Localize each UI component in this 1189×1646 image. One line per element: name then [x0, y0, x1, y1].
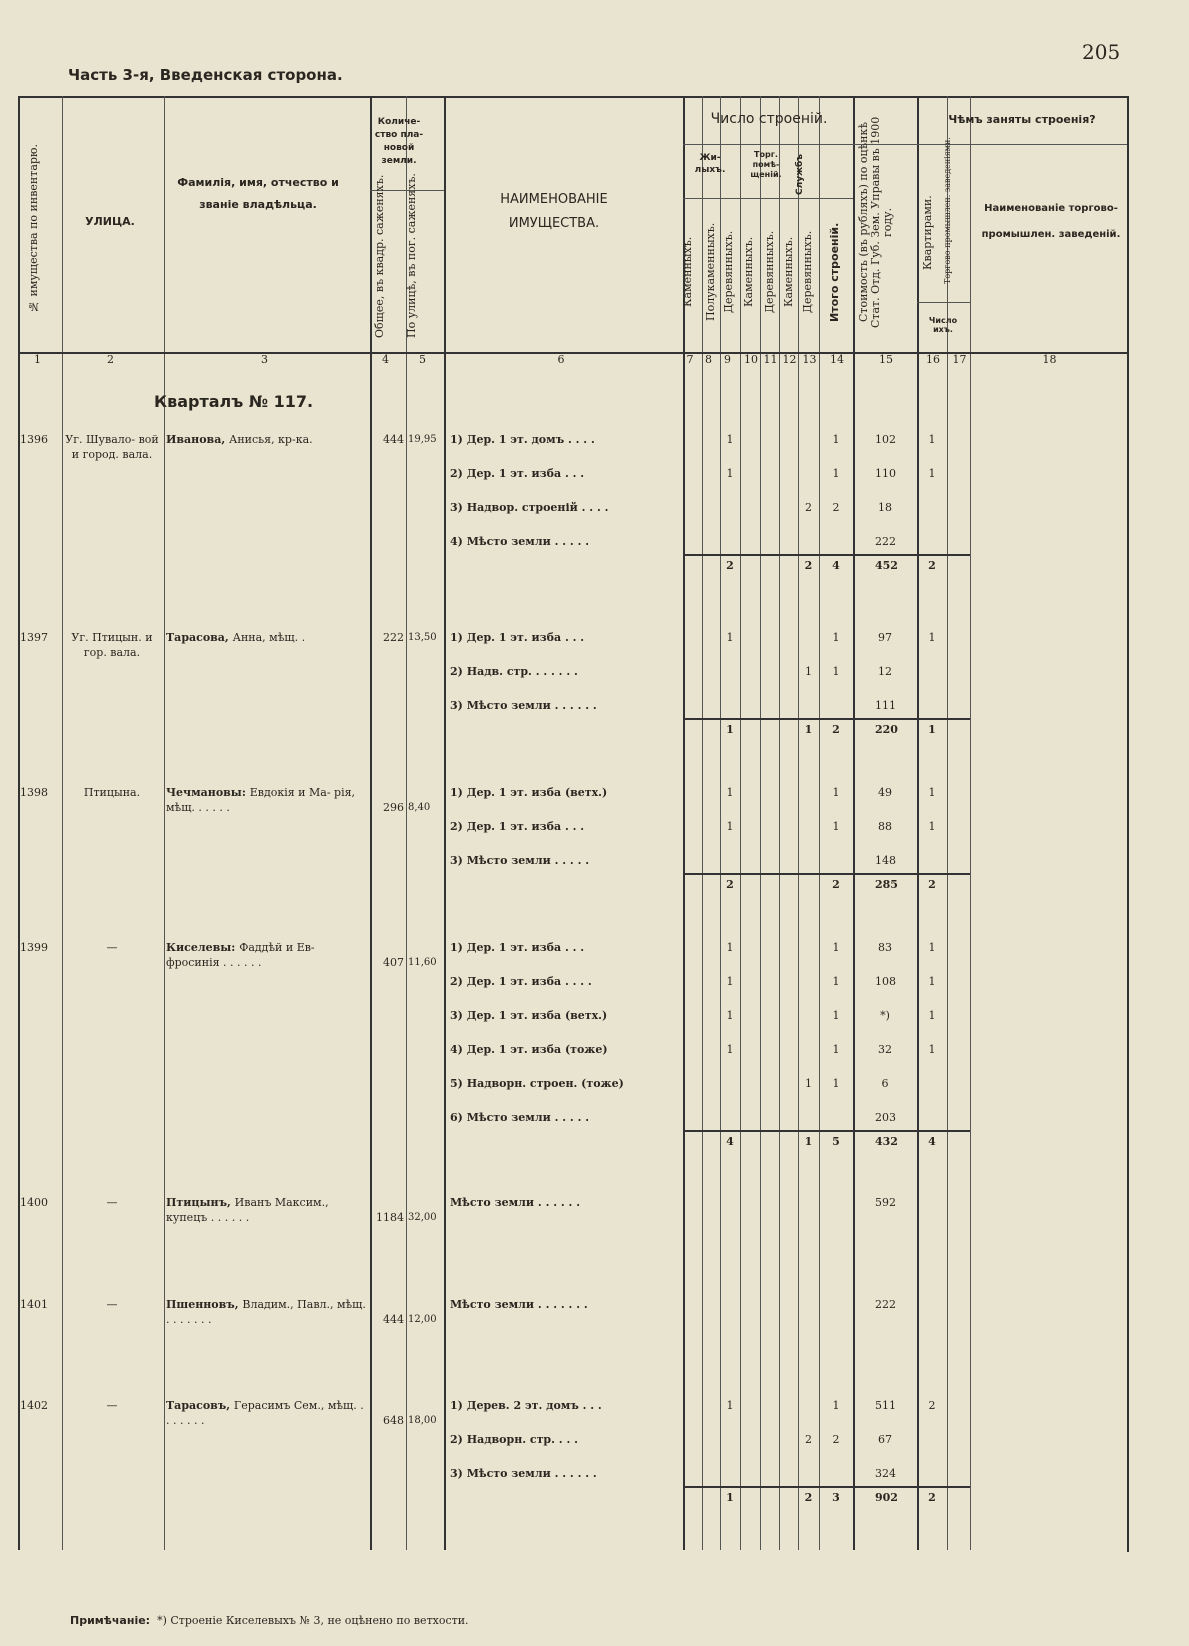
column-number: 11 — [763, 353, 778, 366]
entry-number: 1397 — [20, 631, 48, 644]
entry-area: 222 — [383, 631, 404, 644]
item-c14: 1 — [832, 786, 840, 799]
property-item: 3) Мѣсто земли . . . . . — [450, 854, 590, 867]
property-item: 4) Дер. 1 эт. изба (тоже) — [450, 1043, 608, 1056]
owner-surname: Чечмановы: — [166, 786, 250, 799]
column-rule — [444, 96, 446, 1550]
entry-area: 407 — [383, 956, 404, 969]
property-item: 1) Дерев. 2 эт. домъ . . . — [450, 1399, 602, 1412]
item-c15: 110 — [875, 467, 896, 480]
total-c16: 2 — [928, 559, 936, 572]
owner-surname: Иванова, — [166, 433, 229, 446]
column-rule — [798, 96, 799, 1550]
column-rule — [760, 96, 761, 1550]
entry-number: 1400 — [20, 1196, 48, 1209]
entry-owner: Киселевы: Фаддѣй и Ев- фросинія . . . . . . — [166, 941, 315, 969]
total-c16: 2 — [928, 878, 936, 891]
item-c13: 2 — [805, 1433, 812, 1446]
total-c13: 1 — [804, 1135, 813, 1148]
header-apartments: Квартирами. — [921, 195, 934, 271]
header-buildings-count: Число строеній. — [710, 111, 828, 127]
item-c9: 1 — [726, 1043, 734, 1056]
property-item: 1) Дер. 1 эт. изба . . . — [450, 941, 585, 954]
entry-number: 1402 — [20, 1399, 48, 1412]
entry-area: 296 — [383, 801, 404, 814]
column-number: 10 — [744, 353, 758, 366]
item-c9: 1 — [726, 1009, 734, 1022]
row-rule — [683, 873, 970, 875]
header-value: Стоимость (въ рубляхъ) по оцѣнкѣ Стат. Отд. Губ. Зем. Управы въ 1900 году. — [857, 116, 894, 328]
header-street: УЛИЦА. — [85, 215, 135, 228]
entry-owner: Птицынъ, Иванъ Максим., купецъ . . . . . . — [166, 1196, 329, 1224]
total-c14: 2 — [832, 723, 840, 736]
item-c14: 1 — [832, 467, 840, 480]
row-rule — [683, 1130, 970, 1132]
entry-number: 1399 — [20, 941, 48, 954]
item-c16: 1 — [928, 467, 936, 480]
owner-surname: Пшенновъ, — [166, 1298, 243, 1311]
column-rule — [947, 96, 948, 1550]
item-c15: 83 — [878, 941, 892, 954]
total-c15: 285 — [875, 878, 898, 891]
item-c14: 2 — [832, 501, 840, 514]
item-c16: 1 — [928, 631, 936, 644]
header-c7: Каменныхъ. — [681, 236, 694, 308]
item-c15: 12 — [878, 665, 892, 678]
column-number: 12 — [782, 353, 797, 366]
header-total-buildings: Итого строеній. — [828, 222, 841, 322]
column-number: 4 — [382, 353, 389, 366]
column-rule — [18, 96, 20, 1550]
entry-front: 12,00 — [408, 1314, 437, 1325]
total-c9: 4 — [726, 1135, 734, 1148]
item-c14: 1 — [832, 941, 840, 954]
row-rule — [683, 198, 853, 199]
header-property-name: НАИМЕНОВАНІЕ ИМУЩЕСТВА. — [500, 192, 608, 231]
item-c14: 1 — [832, 665, 840, 678]
column-number: 14 — [830, 353, 844, 366]
section-title: Часть 3-я, Введенская сторона. — [68, 66, 343, 84]
item-c14: 1 — [832, 1399, 840, 1412]
entry-owner: Пшенновъ, Владим., Павл., мѣщ. . . . . . . . — [166, 1298, 366, 1326]
property-item: 1) Дер. 1 эт. изба . . . — [450, 631, 585, 644]
total-c16: 1 — [928, 723, 936, 736]
header-c8: Полукаменныхъ. — [704, 222, 717, 322]
column-number: 2 — [107, 353, 114, 366]
header-establishment-names: Наименованіе торгово-промышлен. заведеній. — [981, 203, 1121, 240]
total-c14: 2 — [832, 878, 840, 891]
header-c12: Каменныхъ. — [782, 236, 795, 308]
item-c15: 222 — [875, 1298, 896, 1311]
item-c15: 222 — [875, 535, 896, 548]
header-their-number: Число ихъ. — [928, 316, 958, 334]
total-c14: 3 — [832, 1491, 840, 1504]
item-c14: 2 — [832, 1433, 840, 1446]
column-number: 18 — [1042, 353, 1057, 366]
total-c9: 1 — [726, 1491, 734, 1504]
property-item: Мѣсто земли . . . . . . . — [450, 1298, 588, 1311]
total-c13: 2 — [804, 559, 813, 572]
item-c14: 1 — [832, 1077, 840, 1090]
property-item: 2) Надворн. стр. . . . — [450, 1433, 578, 1446]
entry-front: 18,00 — [408, 1415, 437, 1426]
item-c14: 1 — [832, 820, 840, 833]
column-number: 8 — [705, 353, 712, 366]
header-land-amount: Количе- ство пла- новой земли. — [374, 117, 424, 166]
property-item: 6) Мѣсто земли . . . . . — [450, 1111, 590, 1124]
entry-owner: Тарасовъ, Герасимъ Сем., мѣщ. . . . . . . . — [166, 1399, 364, 1427]
item-c15: 148 — [875, 854, 896, 867]
item-c16: 1 — [928, 941, 936, 954]
item-c16: 1 — [928, 433, 936, 446]
column-number: 6 — [557, 353, 565, 366]
item-c15: 108 — [875, 975, 896, 988]
property-item: 2) Дер. 1 эт. изба . . . — [450, 820, 585, 833]
entry-street: Уг. Птицын. и гор. вала. — [71, 631, 153, 659]
entry-number: 1398 — [20, 786, 48, 799]
header-front: По улицѣ, въ пог. саженяхъ. — [405, 173, 418, 338]
entry-front: 19,95 — [408, 434, 437, 445]
property-item: Мѣсто земли . . . . . . — [450, 1196, 581, 1209]
item-c15: 592 — [875, 1196, 896, 1209]
entry-number: 1396 — [20, 433, 48, 446]
column-rule — [917, 96, 919, 1550]
property-item: 1) Дер. 1 эт. домъ . . . . — [450, 433, 595, 446]
header-c11: Деревянныхъ. — [763, 230, 776, 314]
property-item: 5) Надворн. строен. (тоже) — [450, 1077, 624, 1090]
property-item: 3) Надвор. строеній . . . . — [450, 501, 609, 514]
entry-number: 1401 — [20, 1298, 48, 1311]
item-c15: 324 — [875, 1467, 896, 1480]
item-c16: 1 — [928, 975, 936, 988]
property-item: 3) Дер. 1 эт. изба (ветх.) — [450, 1009, 608, 1022]
header-c10: Каменныхъ. — [742, 236, 755, 308]
item-c16: 1 — [928, 786, 936, 799]
column-number: 7 — [686, 353, 694, 366]
footnote-text: *) Строеніе Киселевыхъ № 3, не оцѣнено по ветхости. — [157, 1614, 469, 1627]
column-rule — [779, 96, 780, 1550]
entry-area: 444 — [383, 433, 404, 446]
column-number: 16 — [926, 353, 940, 366]
entry-street: — — [106, 1196, 118, 1209]
entry-front: 8,40 — [408, 802, 431, 813]
item-c9: 1 — [726, 941, 734, 954]
item-c16: 2 — [928, 1399, 936, 1412]
item-c13: 1 — [805, 1077, 812, 1090]
item-c9: 1 — [726, 820, 734, 833]
item-c9: 1 — [726, 433, 734, 446]
item-c15: 49 — [878, 786, 892, 799]
total-c16: 2 — [928, 1491, 936, 1504]
item-c15: 102 — [875, 433, 896, 446]
item-c15: *) — [880, 1009, 890, 1022]
entry-front: 13,50 — [408, 632, 437, 643]
header-owner: Фамилія, имя, отчество и званіе владѣльца. — [177, 176, 339, 211]
quarter-title: Кварталъ № 117. — [154, 392, 314, 411]
item-c15: 97 — [878, 631, 892, 644]
item-c15: 511 — [875, 1399, 896, 1412]
item-c14: 1 — [832, 631, 840, 644]
column-rule — [370, 96, 372, 1550]
total-c9: 2 — [726, 559, 734, 572]
total-c16: 4 — [928, 1135, 936, 1148]
column-rule — [970, 96, 971, 1550]
item-c15: 32 — [878, 1043, 892, 1056]
item-c9: 1 — [726, 975, 734, 988]
column-number: 3 — [261, 353, 268, 366]
entry-street: Птицына. — [83, 786, 141, 799]
header-area: Общее, въ квадр. саженяхъ. — [373, 174, 386, 338]
column-number: 5 — [419, 353, 426, 366]
header-c13: Деревянныхъ. — [801, 230, 814, 314]
entry-area: 444 — [383, 1313, 404, 1326]
row-rule — [683, 1486, 970, 1488]
item-c14: 1 — [832, 1043, 840, 1056]
property-item: 3) Мѣсто земли . . . . . . — [450, 1467, 597, 1480]
item-c14: 1 — [832, 1009, 840, 1022]
header-occupied: Чѣмъ заняты строенія? — [948, 113, 1096, 126]
item-c15: 6 — [881, 1077, 889, 1090]
column-number: 17 — [952, 353, 967, 366]
entry-street: — — [106, 941, 118, 954]
column-rule — [62, 96, 63, 1550]
owner-surname: Птицынъ, — [166, 1196, 235, 1209]
property-item: 2) Надв. стр. . . . . . . — [450, 665, 578, 678]
item-c14: 1 — [832, 433, 840, 446]
item-c9: 1 — [726, 1399, 734, 1412]
footnote-label: Примѣчаніе: — [70, 1614, 151, 1627]
column-rule — [853, 96, 855, 1550]
item-c15: 111 — [875, 699, 896, 712]
property-item: 2) Дер. 1 эт. изба . . . — [450, 467, 585, 480]
item-c9: 1 — [726, 631, 734, 644]
column-number: 1 — [34, 353, 41, 366]
row-rule — [683, 718, 970, 720]
header-trade-establishments: Торгово-промышлен. заведеніями. — [943, 137, 952, 284]
entry-owner: Иванова, Анисья, кр-ка. — [166, 433, 313, 446]
header-inventory-no: № имущества по инвентарю. — [27, 144, 40, 314]
entry-street: — — [106, 1399, 118, 1412]
header-c9: Деревянныхъ. — [722, 230, 735, 314]
owner-surname: Тарасова, — [166, 631, 233, 644]
entry-owner: Тарасова, Анна, мѣщ. . — [166, 631, 306, 644]
property-item: 2) Дер. 1 эт. изба . . . . — [450, 975, 592, 988]
row-rule — [683, 554, 970, 556]
entry-front: 11,60 — [408, 957, 437, 968]
row-rule — [917, 302, 970, 303]
item-c16: 1 — [928, 1043, 936, 1056]
column-rule — [1127, 96, 1129, 1550]
header-living: Жи- лыхъ. — [694, 153, 726, 175]
column-number: 15 — [879, 353, 893, 366]
total-c13: 1 — [804, 723, 813, 736]
column-number: 9 — [724, 353, 731, 366]
page-number: 205 — [1082, 40, 1121, 64]
total-c9: 1 — [726, 723, 734, 736]
item-c15: 88 — [878, 820, 892, 833]
column-rule — [702, 96, 703, 1550]
total-c13: 2 — [804, 1491, 813, 1504]
column-rule — [740, 96, 741, 1550]
column-rule — [819, 96, 820, 1550]
column-number: 13 — [802, 353, 817, 366]
total-c14: 4 — [832, 559, 840, 572]
item-c15: 18 — [878, 501, 892, 514]
entry-area: 1184 — [376, 1211, 404, 1224]
entry-area: 648 — [383, 1414, 404, 1427]
entry-front: 32,00 — [408, 1212, 437, 1223]
total-c9: 2 — [726, 878, 734, 891]
entry-owner: Чечмановы: Евдокія и Ма- рія, мѣщ. . . . . . — [166, 786, 356, 814]
header-service: Службъ — [795, 153, 805, 195]
total-c15: 220 — [875, 723, 898, 736]
total-c14: 5 — [832, 1135, 840, 1148]
owner-surname: Киселевы: — [166, 941, 240, 954]
total-c15: 452 — [875, 559, 898, 572]
item-c9: 1 — [726, 467, 734, 480]
entry-street: Уг. Шувало- вой и город. вала. — [65, 433, 159, 461]
owner-surname: Тарасовъ, — [166, 1399, 234, 1412]
item-c15: 203 — [875, 1111, 896, 1124]
footnote — [70, 1614, 469, 1627]
header-trade: Торг. помѣ- щеній. — [750, 150, 782, 179]
total-c15: 902 — [875, 1491, 898, 1504]
property-item: 4) Мѣсто земли . . . . . — [450, 535, 590, 548]
column-rule — [164, 96, 165, 1550]
property-item: 3) Мѣсто земли . . . . . . — [450, 699, 597, 712]
item-c13: 2 — [805, 501, 812, 514]
property-item: 1) Дер. 1 эт. изба (ветх.) — [450, 786, 608, 799]
entry-street: — — [106, 1298, 118, 1311]
item-c15: 67 — [878, 1433, 892, 1446]
total-c15: 432 — [875, 1135, 898, 1148]
item-c16: 1 — [928, 820, 936, 833]
item-c9: 1 — [726, 786, 734, 799]
item-c14: 1 — [832, 975, 840, 988]
item-c16: 1 — [928, 1009, 936, 1022]
item-c13: 1 — [805, 665, 812, 678]
